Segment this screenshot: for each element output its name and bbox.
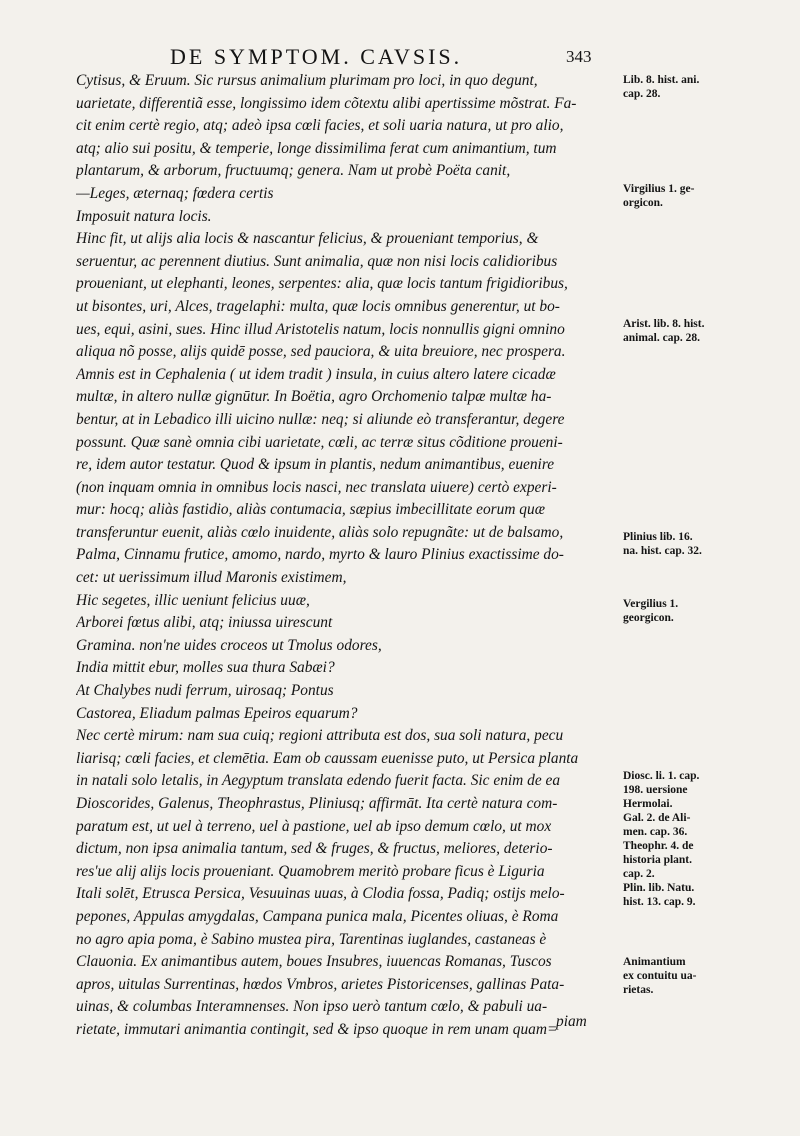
margin-note-1 — [623, 73, 795, 101]
body-line: re, idem autor testatur. Quod & ipsum in plantis, nedum animantibus, euenire — [76, 456, 555, 474]
margin-note-4 — [623, 530, 795, 558]
body-line: atq; alio sui positu, & temperie, longe dissimilima ferat cum animantium, tum — [76, 139, 557, 157]
body-line: transferuntur euenit, aliàs cœlo inuidente, aliàs solo repugnãte: ut de balsamo, — [76, 523, 564, 541]
margin-note-line: 198. uersione — [623, 784, 688, 796]
body-line: Hic segetes, illic ueniunt felicius uuæ, — [76, 591, 310, 609]
body-line: possunt. Quæ sanè omnia cibi uarietate, cœli, ac terræ situs cõditione proueni- — [76, 433, 563, 451]
margin-note-line: Gal. 2. de Ali- — [623, 812, 691, 824]
body-line: Amnis est in Cephalenia ( ut idem tradit ) insula, in cuius altero latere cicadæ — [76, 365, 556, 383]
margin-note-line: Lib. 8. hist. ani. — [623, 74, 700, 86]
body-line: paratum est, ut uel à terreno, uel à pastione, uel ab ipso demum cœlo, ut mox — [76, 817, 552, 835]
body-line: (non inquam omnia in omnibus locis nasci, nec translata uiuere) certò experi- — [76, 478, 557, 496]
margin-note-line: Plinius lib. 16. — [623, 531, 693, 543]
body-line: pepones, Appulas amygdalas, Campana punica mala, Picentes oliuas, è Roma — [76, 907, 559, 925]
body-line: At Chalybes nudi ferrum, uirosaq; Pontus — [76, 682, 334, 700]
body-line: mur: hocq; aliàs fastidio, aliàs contumacia, sæpius imbecillitate eorum quæ — [76, 501, 545, 519]
margin-note-line: cap. 2. — [623, 868, 655, 880]
margin-note-line: animal. cap. 28. — [623, 332, 700, 344]
margin-note-line: men. cap. 36. — [623, 826, 688, 838]
page-number: 343 — [566, 47, 592, 66]
margin-note-line: Theophr. 4. de — [623, 840, 694, 852]
body-line: Hinc fit, ut alijs alia locis & nascantur felicius, & proueniant temporius, & — [76, 230, 539, 248]
body-line: dictum, non ipsa animalia tantum, sed & fruges, & fructus, meliores, deterio- — [76, 840, 553, 858]
margin-note-line: Virgilius 1. ge- — [623, 183, 695, 195]
margin-note-6 — [623, 769, 795, 909]
margin-note-line: georgicon. — [623, 612, 674, 624]
body-line: plantarum, & arborum, fructuumq; genera. Nam ut probè Poëta canit, — [76, 162, 511, 180]
body-line: India mittit ebur, molles sua thura Sabæi? — [76, 659, 335, 677]
body-line: no agro apia poma, è Sabino mustea pira, Tarentinas iuglandes, castaneas è — [76, 930, 547, 948]
margin-note-line: Animantium — [623, 956, 686, 968]
catchword: piam — [556, 1013, 587, 1030]
body-line: Arborei fœtus alibi, atq; iniussa uirescunt — [76, 614, 333, 632]
body-line: aliqua nõ posse, alijs quidē posse, sed pauciora, & uita breuiore, nec prospera. — [76, 343, 566, 361]
margin-note-5 — [623, 597, 795, 625]
body-line: multæ, in altero nullæ gignūtur. In Boëtia, agro Orchomenio talpæ multæ ha- — [76, 388, 552, 406]
body-line: uinas, & columbas Interamnenses. Non ipso uerò tantum cœlo, & pabuli ua- — [76, 998, 548, 1016]
margin-note-line: Diosc. li. 1. cap. — [623, 770, 700, 782]
body-text — [76, 70, 600, 1042]
body-line: liarisq; cœli facies, et clemētia. Eam ob caussam euenisse puto, ut Persica planta — [76, 749, 579, 767]
body-line: seruentur, ac perennent diutius. Sunt animalia, quæ non nisi locis calidioribus — [76, 252, 558, 270]
body-line: Dioscorides, Galenus, Theophrastus, Pliniusq; affirmāt. Ita certè natura com- — [76, 795, 558, 812]
body-line: in natali solo letalis, in Aegyptum translata edendo fuerit facta. Sic enim de ea — [76, 772, 561, 790]
margin-note-line: ex contuitu ua- — [623, 970, 697, 982]
body-line: bentur, at in Lebadico illi uicino nullæ: neq; si aliunde eò transferantur, degere — [76, 410, 565, 428]
margin-note-3 — [623, 317, 795, 345]
margin-note-7 — [623, 955, 795, 997]
body-line: uarietate, differentiã esse, longissimo idem cõtextu alibi apertissime mõstrat. Fa- — [76, 94, 577, 112]
body-line: Gramina. non'ne uides croceos ut Tmolus odores, — [76, 636, 382, 654]
body-line: proueniant, ut elephanti, leones, serpentes: alia, quæ locis tantum frigidioribus, — [76, 275, 568, 293]
body-line: Imposuit natura locis. — [76, 207, 212, 225]
body-line: Cytisus, & Eruum. Sic rursus animalium plurimam pro loci, in quo degunt, — [76, 72, 538, 89]
body-line: Itali solēt, Etrusca Persica, Vesuuinas uuas, à Clodia fossa, Padiq; ostijs melo- — [76, 885, 565, 903]
body-line: cit enim certè regio, atq; adeò ipsa cœli facies, et soli uaria natura, ut pro alio, — [76, 117, 564, 135]
body-line: res'ue alij alijs locis proueniant. Quamobrem meritò probare ficus è Liguria — [76, 862, 545, 880]
body-line: ues, equi, asini, sues. Hinc illud Aristotelis natum, locis nonnullis gigni omnino — [76, 320, 565, 338]
margin-note-line: na. hist. cap. 32. — [623, 545, 702, 557]
margin-note-line: orgicon. — [623, 197, 663, 209]
margin-note-line: hist. 13. cap. 9. — [623, 896, 696, 908]
margin-note-line: historia plant. — [623, 854, 693, 866]
body-line: rietate, immutari animantia contingit, sed & ipso quoque in rem unam quam= — [76, 1020, 558, 1038]
body-line: apros, uitulas Surrentinas, hœdos Vmbros, arietes Pistoricenses, gallinas Pata- — [76, 975, 565, 993]
margin-note-line: Arist. lib. 8. hist. — [623, 318, 705, 330]
body-line: —Leges, æternaq; fœdera certis — [76, 184, 274, 202]
margin-note-line: Hermolai. — [623, 798, 673, 810]
margin-note-line: Vergilius 1. — [623, 598, 679, 610]
margin-note-2 — [623, 182, 795, 210]
body-line: ut bisontes, uri, Alces, tragelaphi: multa, quæ locis omnibus generentur, ut bo- — [76, 297, 560, 315]
body-line: Clauonia. Ex animantibus autem, boues Insubres, iuuencas Romanas, Tuscos — [76, 953, 552, 971]
body-line: Palma, Cinnamu frutice, amomo, nardo, myrto & lauro Plinius exactissime do- — [76, 546, 564, 564]
body-line: Castorea, Eliadum palmas Epeiros equarum? — [76, 704, 358, 722]
body-line: Nec certè mirum: nam sua cuiq; regioni attributa est dos, sua soli natura, pecu — [76, 727, 564, 745]
running-head: DE SYMPTOM. CAVSIS. — [170, 44, 463, 69]
margin-note-line: Plin. lib. Natu. — [623, 882, 695, 894]
margin-note-line: cap. 28. — [623, 88, 661, 100]
margin-note-line: rietas. — [623, 984, 654, 996]
body-line: cet: ut uerissimum illud Maronis existimem, — [76, 569, 347, 587]
